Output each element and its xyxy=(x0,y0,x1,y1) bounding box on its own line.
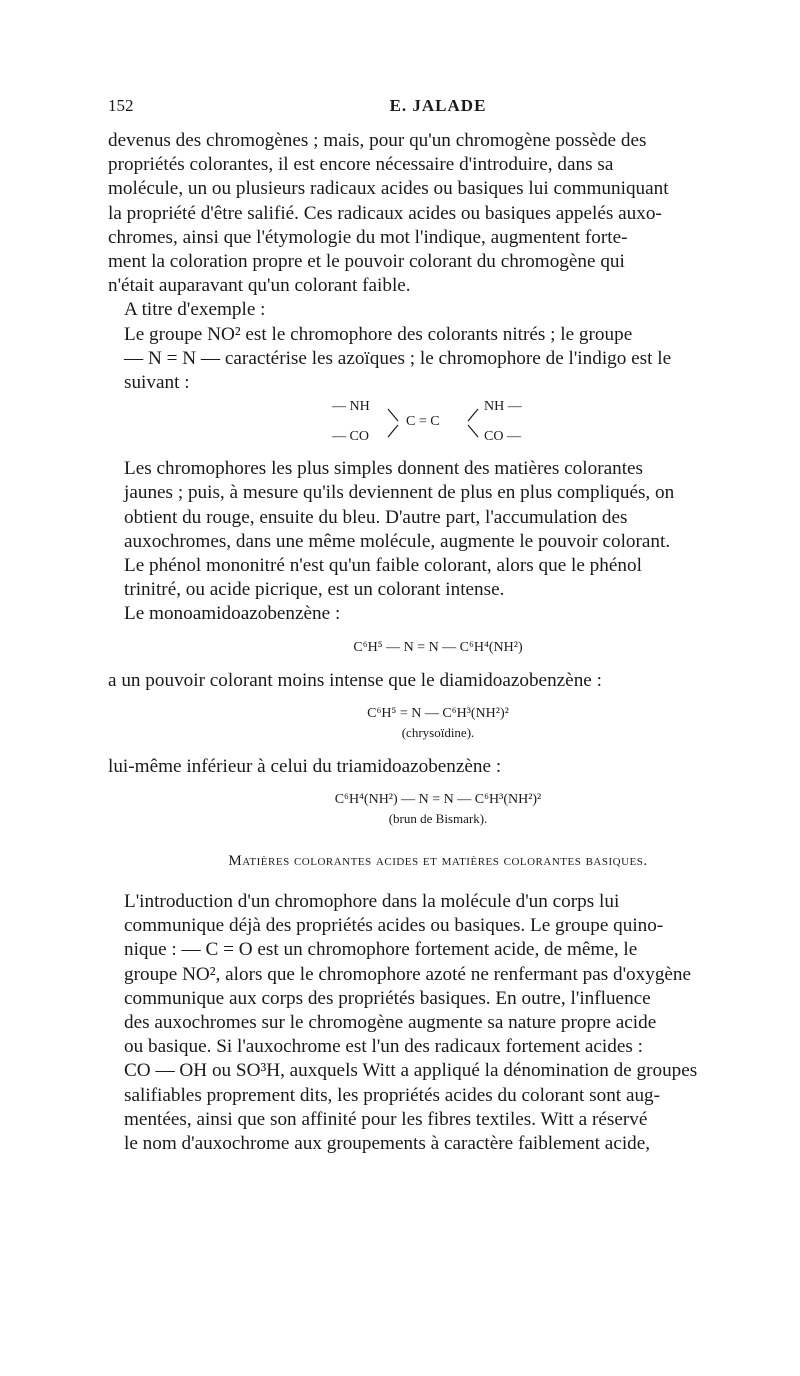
formula-monoamidoazobenzene xyxy=(108,639,768,657)
text-line: Le phénol mononitré n'est qu'un faible colorant, alors que le phénol xyxy=(124,555,642,577)
paragraph-diamido: a un pouvoir colorant moins intense que le diamidoazobenzène : xyxy=(108,669,602,691)
page-number: 152 xyxy=(108,96,134,115)
text-line: la propriété d'être salifié. Ces radicaux acides ou basiques appelés auxo- xyxy=(108,202,662,224)
formula-co-right: CO — xyxy=(484,429,521,445)
page-body xyxy=(108,129,768,1156)
text-line: groupe NO², alors que le chromophore azoté ne renfermant pas d'oxygène xyxy=(124,963,692,985)
running-head: E. JALADE xyxy=(389,96,487,115)
indigo-chromophore-formula xyxy=(328,399,548,451)
text-line: CO — OH ou SO³H, auxquels Witt a appliqué la dénomination de groupes xyxy=(124,1060,698,1082)
text-line: Le groupe NO² est le chromophore des colorants nitrés ; le groupe xyxy=(124,323,633,345)
text-line: nique : — C = O est un chromophore fortement acide, de même, le xyxy=(124,939,638,961)
text-line: des auxochromes sur le chromogène augmente sa nature propre acide xyxy=(124,1012,657,1034)
formula-center: C = C xyxy=(406,414,440,430)
paragraph-acid-basic xyxy=(108,890,768,1156)
text-line: le nom d'auxochrome aux groupements à caractère faiblement acide, xyxy=(124,1133,651,1155)
text-line: suivant : xyxy=(124,372,190,394)
page-header xyxy=(108,96,768,120)
text-line: obtient du rouge, ensuite du bleu. D'autre part, l'accumulation des xyxy=(124,506,628,528)
text-line: ou basique. Si l'auxochrome est l'un des radicaux fortement acides : xyxy=(124,1036,643,1058)
text-line: L'introduction d'un chromophore dans la molécule d'un corps lui xyxy=(124,891,620,913)
text-line: — N = N — caractérise les azoïques ; le chromophore de l'indigo est le xyxy=(124,347,672,369)
text-line: jaunes ; puis, à mesure qu'ils deviennent de plus en plus compliqués, on xyxy=(124,482,675,504)
formula-diamidoazobenzene xyxy=(108,705,768,743)
text-line: salifiables proprement dits, les propriétés acides du colorant sont aug- xyxy=(124,1084,661,1106)
text-line: chromes, ainsi que l'étymologie du mot l'indique, augmentent forte- xyxy=(108,226,628,248)
section-heading: Matières colorantes acides et matières colorantes basiques. xyxy=(228,853,648,870)
text-line: trinitré, ou acide picrique, est un colorant intense. xyxy=(124,579,505,601)
text-line: propriétés colorantes, il est encore nécessaire d'introduire, dans sa xyxy=(108,154,614,176)
paragraph-auxochromes xyxy=(108,129,768,298)
text-line: communique aux corps des propriétés basiques. En outre, l'influence xyxy=(124,987,651,1009)
text-line: n'était auparavant qu'un colorant faible. xyxy=(108,275,411,297)
paragraph-monoamido: Le monoamidoazobenzène : xyxy=(124,603,341,625)
text-line: ment la coloration propre et le pouvoir colorant du chromogène qui xyxy=(108,251,625,273)
formula-text: C⁶H⁵ = N — C⁶H³(NH²)² xyxy=(367,705,509,721)
text-line: auxochromes, dans une même molécule, augmente le pouvoir colorant. xyxy=(124,530,671,552)
formula-nh-left: — NH xyxy=(332,399,370,415)
formula-co-left: — CO xyxy=(332,429,369,445)
text-line: Les chromophores les plus simples donnent des matières colorantes xyxy=(124,458,644,480)
paragraph-triamido: lui-même inférieur à celui du triamidoazobenzène : xyxy=(108,755,502,777)
paragraph-colors xyxy=(108,457,768,602)
formula-triamidoazobenzene xyxy=(108,791,768,829)
text-line: molécule, un ou plusieurs radicaux acides ou basiques lui communiquant xyxy=(108,178,669,200)
formula-text: C⁶H⁵ — N = N — C⁶H⁴(NH²) xyxy=(353,639,523,655)
formula-note: (brun de Bismark). xyxy=(388,811,488,827)
paragraph-chromophores xyxy=(108,323,768,396)
text-line: communique déjà des propriétés acides ou basiques. Le groupe quino- xyxy=(124,915,664,937)
formula-nh-right: NH — xyxy=(484,399,522,415)
formula-text: C⁶H⁴(NH²) — N = N — C⁶H³(NH²)² xyxy=(334,792,542,808)
text-line: mentées, ainsi que son affinité pour les fibres textiles. Witt a réservé xyxy=(124,1108,648,1130)
text-line: devenus des chromogènes ; mais, pour qu'un chromogène possède des xyxy=(108,130,647,151)
paragraph-example-intro: A titre d'exemple : xyxy=(124,299,266,321)
formula-note: (chrysoïdine). xyxy=(401,724,475,740)
